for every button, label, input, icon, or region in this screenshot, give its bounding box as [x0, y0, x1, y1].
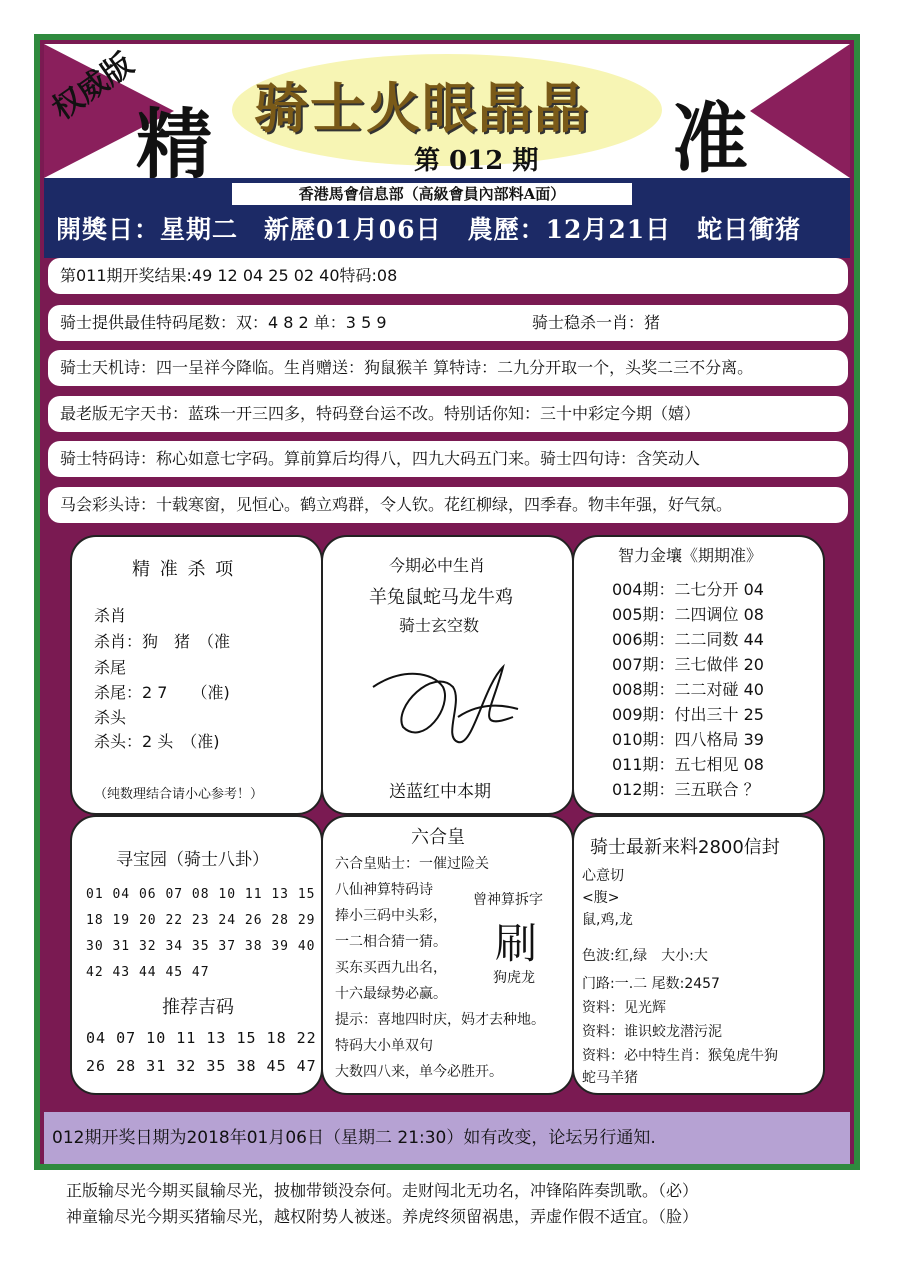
liuhe-box — [321, 815, 574, 1095]
kill-line-4: 杀尾：2 7 （准) — [94, 683, 230, 702]
zodiac-bottom: 送蓝红中本期 — [389, 782, 491, 802]
latest-title: 骑士最新来料2800信封 — [590, 837, 780, 858]
zodiac-line-1: 今期必中生肖 — [389, 556, 486, 575]
liuhe-line: 买东买西九出名， — [335, 960, 447, 976]
poem-row — [48, 350, 848, 386]
draw-date: 開獎日：星期二 新歷01月06日 農歷：12月21日 蛇日衝猪 — [56, 215, 802, 244]
page-title: 骑士火眼晶晶 — [254, 76, 590, 140]
latest-line: 色波:红,绿 大小:大 — [582, 948, 708, 964]
zodiac-line-3: 骑士玄空数 — [399, 616, 480, 635]
liuhe-line: 大数四八来，单今必胜开。 — [335, 1064, 503, 1080]
liuhe-title: 六合皇 — [411, 827, 465, 848]
signature-scribble — [363, 647, 533, 757]
issue-number: 第 012 期 — [414, 146, 539, 176]
horse-poem-row — [48, 487, 848, 523]
old-book-text: 最老版无字天书：蓝珠一开三四多，特码登台运不改。特别话你知：三十中彩定今期（嬉） — [60, 404, 701, 423]
liuhe-side-bottom: 狗虎龙 — [493, 970, 535, 986]
latest-line: 心意切 — [582, 868, 624, 884]
kill-line-3: 杀尾 — [94, 658, 127, 677]
kill-line-2: 杀肖：狗 猪 （准 — [94, 632, 231, 651]
treasure-line: 18 19 20 22 23 24 26 28 29 — [86, 913, 316, 928]
wisdom-item: 008期：二二对碰 40 — [612, 680, 764, 699]
recommend-line-2: 26 28 31 32 35 38 45 47 — [86, 1057, 317, 1075]
kill-box — [70, 535, 323, 815]
kill-line-1: 杀肖 — [94, 606, 127, 625]
recommend-line-1: 04 07 10 11 13 15 18 22 — [86, 1029, 317, 1047]
wisdom-item: 005期：二四调位 08 — [612, 605, 764, 624]
source-subtitle: 香港馬會信息部（高級會員內部料A面） — [232, 183, 632, 205]
treasure-title: 寻宝园（骑士八卦） — [116, 850, 269, 870]
code-poem-row — [48, 441, 848, 477]
latest-line: 鼠,鸡,龙 — [582, 912, 633, 928]
liuhe-line: 捧小三码中头彩， — [335, 908, 447, 924]
latest-line: 门路:一.二 尾数:2457 — [582, 976, 720, 992]
liuhe-line: 特码大小单双句 — [335, 1038, 433, 1054]
last-result-row — [48, 258, 848, 294]
header-left-char: 精 — [136, 100, 212, 178]
wisdom-item: 009期：付出三十 25 — [612, 705, 764, 724]
header-right-char: 准 — [672, 94, 748, 178]
wisdom-item: 007期：三七做伴 20 — [612, 655, 764, 674]
latest-line: 资料：见光辉 — [582, 1000, 666, 1016]
wisdom-item: 010期：四八格局 39 — [612, 730, 764, 749]
kill-box-title: 精 准 杀 项 — [132, 559, 236, 580]
best-tail-row — [48, 305, 848, 341]
wisdom-item: 006期：二二同数 44 — [612, 630, 764, 649]
kill-note: （纯数理结合请小心参考！） — [94, 787, 264, 802]
authority-badge: 权威版 — [46, 46, 140, 128]
liuhe-line: 十六最绿势必赢。 — [335, 986, 447, 1002]
wisdom-item: 012期：三五联合 ？ — [612, 780, 760, 799]
kill-line-5: 杀头 — [94, 708, 127, 727]
liuhe-line: 八仙神算特码诗 — [335, 882, 433, 898]
treasure-line: 01 04 06 07 08 10 11 13 15 — [86, 887, 316, 902]
latest-line: 资料：必中特生肖：猴兔虎牛狗 — [582, 1048, 778, 1064]
footer-line-1: 正版输尽光今期买鼠输尽光，披枷带锁没奈何。走财闯北无功名，冲锋陷阵奏凯歌。（必） — [66, 1181, 699, 1200]
treasure-box — [70, 815, 323, 1095]
best-tail-text: 骑士提供最佳特码尾数：双：4 8 2 单：3 5 9 — [60, 313, 387, 332]
kill-line-6: 杀头：2 头 （准) — [94, 732, 220, 751]
latest-line: 蛇马羊猪 — [582, 1070, 638, 1086]
kill-one-text: 骑士稳杀一肖：猪 — [532, 313, 661, 332]
treasure-line: 30 31 32 34 35 37 38 39 40 — [86, 939, 316, 954]
wisdom-item: 011期：五七相见 08 — [612, 755, 764, 774]
zodiac-line-2: 羊兔鼠蛇马龙牛鸡 — [369, 587, 513, 608]
liuhe-side-label: 曾神算拆字 — [473, 892, 543, 908]
latest-line: 资料：谁识蛟龙潜污泥 — [582, 1024, 722, 1040]
last-result-text: 第011期开奖结果:49 12 04 25 02 40特码:08 — [60, 266, 398, 285]
poem-text: 骑士天机诗：四一呈祥今降临。生肖赠送：狗鼠猴羊 算特诗：二九分开取一个，头奖二三不分离。 — [60, 358, 754, 377]
wisdom-item: 004期：二七分开 04 — [612, 580, 764, 599]
liuhe-line: 六合皇贴士：一催过险关 — [335, 856, 489, 872]
latest-box — [572, 815, 825, 1095]
liuhe-line: 一二相合猜一猜。 — [335, 934, 447, 950]
liuhe-big-char: 刷 — [495, 919, 538, 968]
draw-notice-text: 012期开奖日期为2018年01月06日（星期二 21:30）如有改变，论坛另行通知. — [52, 1128, 656, 1148]
footer-line-2: 神童输尽光今期买猪输尽光，越权附势人被迷。养虎终须留祸患，弄虚作假不适宜。（脸） — [66, 1207, 699, 1226]
old-book-row — [48, 396, 848, 432]
draw-notice — [44, 1112, 850, 1164]
latest-line: <腹> — [582, 890, 620, 906]
right-triangle-decoration — [750, 44, 850, 178]
treasure-line: 42 43 44 45 47 — [86, 965, 210, 980]
wisdom-title: 智力金壤《期期准》 — [618, 546, 763, 565]
zodiac-box — [321, 535, 574, 815]
liuhe-line: 提示：喜地四时庆，妈才去种地。 — [335, 1012, 545, 1028]
recommend-title: 推荐吉码 — [162, 997, 234, 1018]
header-banner — [44, 44, 850, 178]
wisdom-box — [572, 535, 825, 815]
code-poem-text: 骑士特码诗：称心如意七字码。算前算后均得八，四九大码五门来。骑士四句诗：含笑动人 — [60, 449, 701, 468]
horse-poem-text: 马会彩头诗：十载寒窗，见恒心。鹤立鸡群，令人钦。花红柳绿，四季春。物丰年强，好气氛。 — [60, 495, 733, 514]
